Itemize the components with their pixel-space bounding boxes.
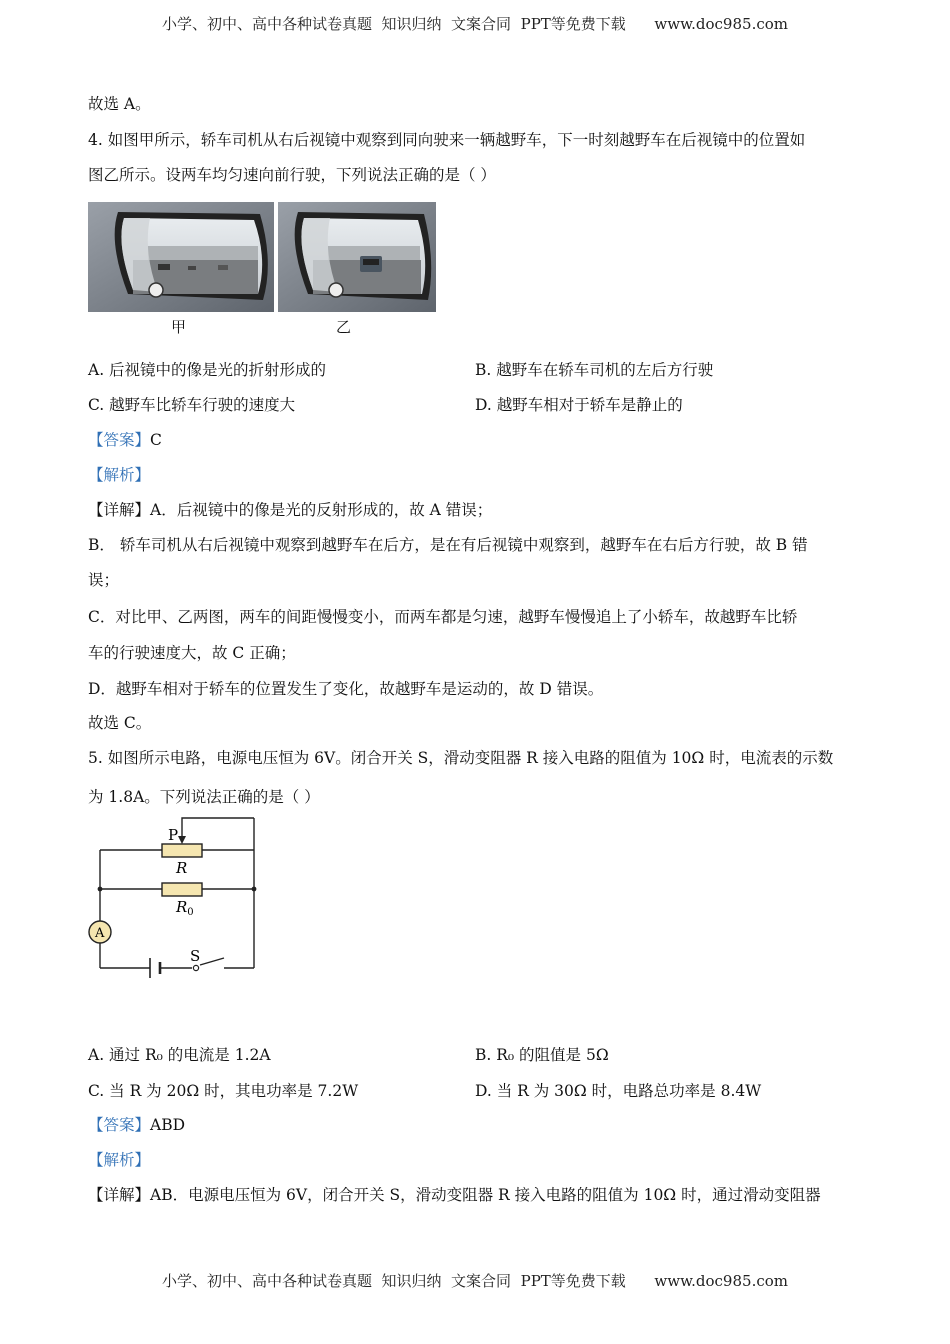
switch-contact <box>193 965 198 970</box>
detail-tag: 【详解】 <box>88 501 151 519</box>
label-p: P <box>168 826 179 844</box>
q4-stem-line-2: 图乙所示。设两车均匀速向前行驶，下列说法正确的是（ ） <box>88 166 496 184</box>
q4-option-d: D. 越野车相对于轿车是静止的 <box>475 396 683 414</box>
page-header: 小学、初中、高中各种试卷真题 知识归纳 文案合同 PPT等免费下载 www.doc985.com <box>161 15 788 33</box>
q5-answer-row <box>88 1113 185 1135</box>
q4-analysis-tag: 【解析】 <box>88 466 151 484</box>
q5-option-c: C. 当 R 为 20Ω 时，其电功率是 7.2W <box>88 1082 359 1100</box>
answer-tag: 【答案】 <box>88 1116 151 1134</box>
resistor-r0 <box>162 883 202 896</box>
q5-analysis-tag: 【解析】 <box>88 1151 151 1169</box>
q4-option-b: B. 越野车在轿车司机的左后方行驶 <box>475 361 714 379</box>
slider-arrow-icon <box>178 836 186 844</box>
previous-answer-conclusion: 故选 A。 <box>88 95 151 113</box>
label-r: R <box>176 859 188 877</box>
label-switch: S <box>190 947 201 965</box>
q4-detail-c-line-1: C．对比甲、乙两图，两车的间距慢慢变小，而两车都是匀速，越野车慢慢追上了小轿车，故越野车比轿 <box>88 608 798 626</box>
q4-answer: C <box>150 431 162 449</box>
q4-option-c: C. 越野车比轿车行驶的速度大 <box>88 396 296 414</box>
q5-option-a: A. 通过 R₀ 的电流是 1.2A <box>88 1046 271 1064</box>
q4-detail-c-line-2: 车的行驶速度大，故 C 正确； <box>88 644 296 662</box>
label-ammeter: A <box>95 926 105 941</box>
q4-option-a: A. 后视镜中的像是光的折射形成的 <box>88 361 327 379</box>
answer-tag: 【答案】 <box>88 431 151 449</box>
q4-detail-a-row <box>88 498 492 520</box>
q5-answer: ABD <box>150 1116 186 1134</box>
label-r0: $R_0$ <box>176 898 194 918</box>
mirror-photo-b <box>278 202 436 312</box>
q5-stem-line-2: 为 1.8A。下列说法正确的是（ ） <box>88 788 320 806</box>
q4-detail-a: A．后视镜中的像是光的反射形成的，故 A 错误； <box>150 501 493 519</box>
figure-label-a: 甲 <box>171 318 187 336</box>
q5-detail-1: AB．电源电压恒为 6V，闭合开关 S，滑动变阻器 R 接入电路的阻值为 10Ω 时，通过滑动变阻器 <box>150 1186 821 1204</box>
q4-detail-d: D．越野车相对于轿车的位置发生了变化，故越野车是运动的，故 D 错误。 <box>88 680 604 698</box>
q5-stem-line-1: 5. 如图所示电路，电源电压恒为 6V。闭合开关 S，滑动变阻器 R 接入电路的阻值为 10Ω 时，电流表的示数 <box>88 749 834 767</box>
q4-stem-line-1: 4. 如图甲所示，轿车司机从右后视镜中观察到同向驶来一辆越野车，下一时刻越野车在后视镜中的位置如 <box>88 131 806 149</box>
circuit-diagram <box>84 812 274 987</box>
q5-option-b: B. R₀ 的阻值是 5Ω <box>475 1046 609 1064</box>
q4-detail-b-line-2: 误； <box>88 571 120 589</box>
q4-answer-row <box>88 428 162 450</box>
q5-option-d: D. 当 R 为 30Ω 时，电路总功率是 8.4W <box>475 1082 762 1100</box>
page-footer: 小学、初中、高中各种试卷真题 知识归纳 文案合同 PPT等免费下载 www.doc985.com <box>161 1272 788 1290</box>
q5-detail-row <box>88 1183 821 1205</box>
mirror-photo-a <box>88 202 274 312</box>
resistor-r <box>162 844 202 857</box>
figure-label-b: 乙 <box>336 318 352 336</box>
q4-detail-b-line-1: B． 轿车司机从右后视镜中观察到越野车在后方，是在有后视镜中观察到，越野车在右后方行驶，故 B 错 <box>88 536 808 554</box>
q4-conclusion: 故选 C。 <box>88 714 152 732</box>
detail-tag: 【详解】 <box>88 1186 151 1204</box>
